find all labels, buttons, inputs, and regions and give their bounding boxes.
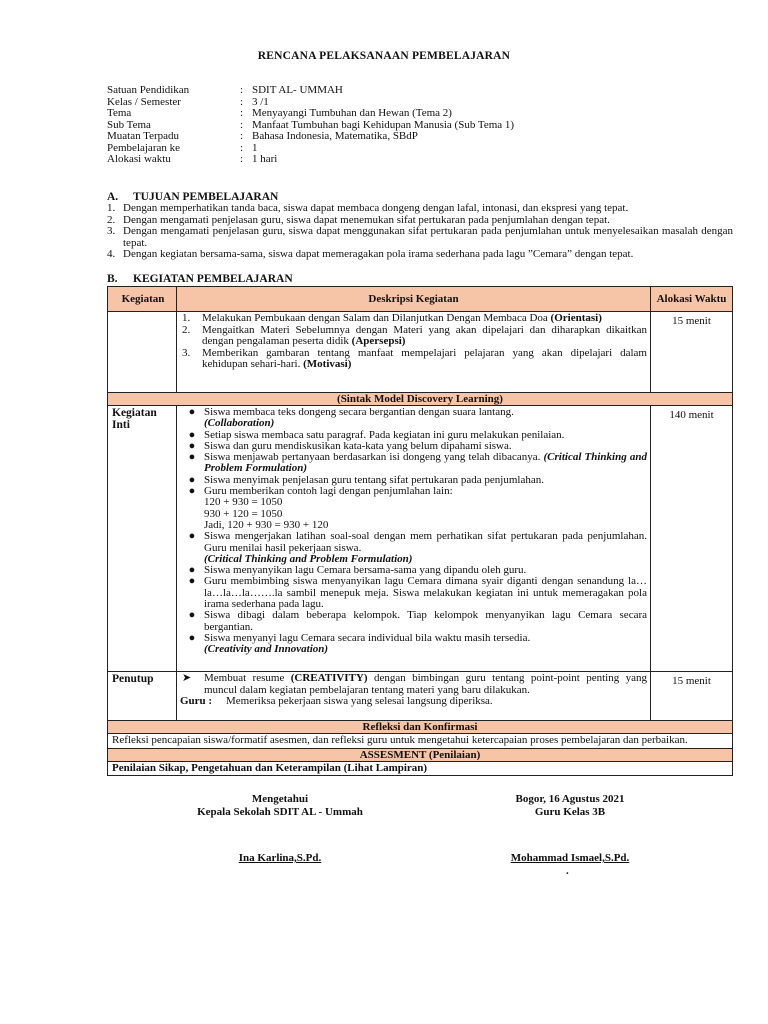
list-item: ● Siswa membaca teks dongeng secara bergantian dengan suara lantang. (Collaboration) [188, 406, 514, 430]
info-label: Satuan Pendidikan [107, 84, 190, 96]
row-time: 15 menit [672, 675, 711, 687]
info-value: Manfaat Tumbuhan bagi Kehidupan Manusia (Sub Tema 1) [252, 118, 515, 131]
row-description [177, 406, 651, 671]
list-item: 2. Dengan mengamati penjelasan guru, siswa dapat menemukan sifat pertukaran pada penjumlahan dengan tepat. [107, 213, 610, 226]
list-item: 3. Memberikan gambaran tentang manfaat mempelajari pelajaran yang akan dipelajari dalam kehidupan sehari-hari. (Motivasi) [182, 346, 647, 370]
info-row: Muatan Terpadu : Bahasa Indonesia, Matematika, SBdP [107, 131, 707, 143]
list-item: ● Guru memberikan contoh lagi dengan penjumlahan lain: 120 + 930 = 1050 930 + 120 = 1050 Jadi, 120 + 930 = 930 + 120 [188, 485, 453, 531]
info-row: Kelas / Semester : 3 /1 [107, 97, 707, 109]
info-row: Alokasi waktu : 1 hari [107, 154, 707, 166]
list-item: ● Siswa dan guru mendiskusikan kata-kata yang belum dipahami siswa. [188, 439, 512, 452]
list-item: ● Siswa menyanyikan lagu Cemara bersama-sama yang dipandu oleh guru. [188, 564, 527, 577]
activities-table [107, 286, 733, 776]
table-row [107, 406, 733, 672]
teacher-name: Mohammad Ismael,S.Pd. [510, 852, 630, 864]
list-item: ● Setiap siswa membaca satu paragraf. Pada kegiatan ini guru melakukan penilaian. [188, 428, 565, 441]
sintak-band: (Sintak Model Discovery Learning) [107, 393, 733, 406]
info-value: 3 /1 [252, 95, 269, 108]
learning-objectives-list [107, 203, 733, 261]
info-label: Sub Tema [107, 118, 151, 131]
info-value: Menyayangi Tumbuhan dan Hewan (Tema 2) [252, 107, 452, 119]
info-label: Alokasi waktu [107, 153, 171, 165]
row-time: 15 menit [672, 315, 711, 327]
identity-block [107, 85, 707, 166]
row-time: 140 menit [669, 409, 714, 421]
header-alokasi: Alokasi Waktu [656, 292, 727, 305]
info-value: 1 hari [252, 153, 278, 165]
assesment-band: ASSESMENT (Penilaian) [107, 749, 733, 762]
trailing-dot: . [566, 865, 569, 877]
info-value: 1 [252, 141, 258, 154]
info-value: Bahasa Indonesia, Matematika, SBdP [252, 130, 418, 142]
table-row [107, 672, 733, 721]
info-row: Sub Tema : Manfaat Tumbuhan bagi Kehidupan Manusia (Sub Tema 1) [107, 120, 707, 132]
list-item: 2. Mengaitkan Materi Sebelumnya dengan Materi yang akan dipelajari dan diharapkan dikaitkan dengan pengalaman peserta didik (Apersepsi) [182, 323, 647, 347]
row-description [177, 312, 651, 392]
list-item: 4. Dengan kegiatan bersama-sama, siswa dapat memeragakan pola irama sederhana pada lagu ”Cemara” dengan tepat. [107, 248, 634, 260]
guru-note: Guru : Memeriksa pekerjaan siswa yang selesai langsung diperiksa. [180, 695, 493, 707]
section-b-heading: B. KEGIATAN PEMBELAJARAN [107, 273, 293, 285]
section-a-heading: A. TUJUAN PEMBELAJARAN [107, 191, 279, 203]
list-item: ● Siswa menyanyi lagu Cemara secara individual bila waktu masih tersedia. (Creativity and Innovation) [188, 631, 531, 656]
table-header [107, 286, 733, 312]
refleksi-text: Refleksi pencapaian siswa/formatif asesmen, dan refleksi guru untuk mengetahui ketercapaian proses pembelajaran dan perbaikan. [107, 734, 733, 749]
principal-name: Ina Karlina,S.Pd. [238, 852, 322, 864]
info-label: Pembelajaran ke [107, 141, 180, 154]
row-label [108, 312, 177, 392]
list-item: ● Siswa mengerjakan latihan soal-soal dengan mem perhatikan sifat pertukaran pada penjumlahan. Guru menilai hasil pekerjaan siswa. (Critical Thinking and Problem Formulation) [188, 530, 647, 565]
assesment-text: Penilaian Sikap, Pengetahuan dan Keterampilan (Lihat Lampiran) [107, 762, 733, 777]
info-label: Kelas / Semester [107, 95, 181, 108]
list-item: ● Siswa dibagi dalam beberapa kelompok. Tiap kelompok menyanyikan lagu Cemara secara bergantian. [188, 609, 647, 633]
info-label: Tema [107, 107, 132, 119]
list-item: ● Siswa menjawab pertanyaan berdasarkan isi dongeng yang telah dibacanya. (Critical Thinking and Problem Formulation) [188, 451, 647, 475]
refleksi-band: Refleksi dan Konfirmasi [107, 721, 733, 734]
list-item: ➤ Membuat resume (CREATIVITY) dengan bimbingan guru tentang point-point penting yang muncul dalam kegiatan pembelajaran tentang materi yang baru dilakukan. [182, 672, 647, 696]
info-row: Satuan Pendidikan : SDIT AL- UMMAH [107, 85, 707, 97]
table-row [107, 312, 733, 393]
list-item: ● Guru membimbing siswa menyanyikan lagu Cemara dimana syair diganti dengan senandung la…la…la…la…….la sambil menepuk meja. Siswa melakukan kegiatan ini untuk memeragakan pola irama sederhana pada lagu. [188, 575, 647, 611]
info-label: Muatan Terpadu [107, 130, 180, 142]
list-item: 1. Dengan memperhatikan tanda baca, siswa dapat membaca dongeng dengan lafal, intonasi, dan ekspresi yang tepat. [107, 202, 629, 214]
header-deskripsi: Deskripsi Kegiatan [177, 287, 651, 311]
row-label: Kegiatan Inti [108, 406, 177, 671]
info-row: Pembelajaran ke : 1 [107, 143, 707, 155]
signature-right: Bogor, 16 Agustus 2021 Guru Kelas 3B [515, 793, 625, 818]
row-description [177, 672, 651, 720]
signature-left: Mengetahui Kepala Sekolah SDIT AL - Ummah [197, 793, 363, 818]
info-row: Tema : Menyayangi Tumbuhan dan Hewan (Tema 2) [107, 108, 707, 120]
row-label: Penutup [108, 672, 177, 720]
header-kegiatan: Kegiatan [108, 287, 177, 311]
list-item: ● Siswa menyimak penjelasan guru tentang sifat pertukaran pada penjumlahan. [188, 473, 544, 486]
list-item: 3. Dengan mengamati penjelasan guru, siswa dapat menggunakan sifat pertukaran pada penjumlahan untuk menyelesaikan masalah dengan tepat. [107, 225, 733, 249]
arrow-bullet-icon: ➤ [182, 672, 192, 684]
info-value: SDIT AL- UMMAH [252, 84, 343, 96]
list-item: 1. Melakukan Pembukaan dengan Salam dan Dilanjutkan Dengan Membaca Doa (Orientasi) [182, 312, 602, 324]
document-title: RENCANA PELAKSANAAN PEMBELAJARAN [257, 50, 511, 62]
